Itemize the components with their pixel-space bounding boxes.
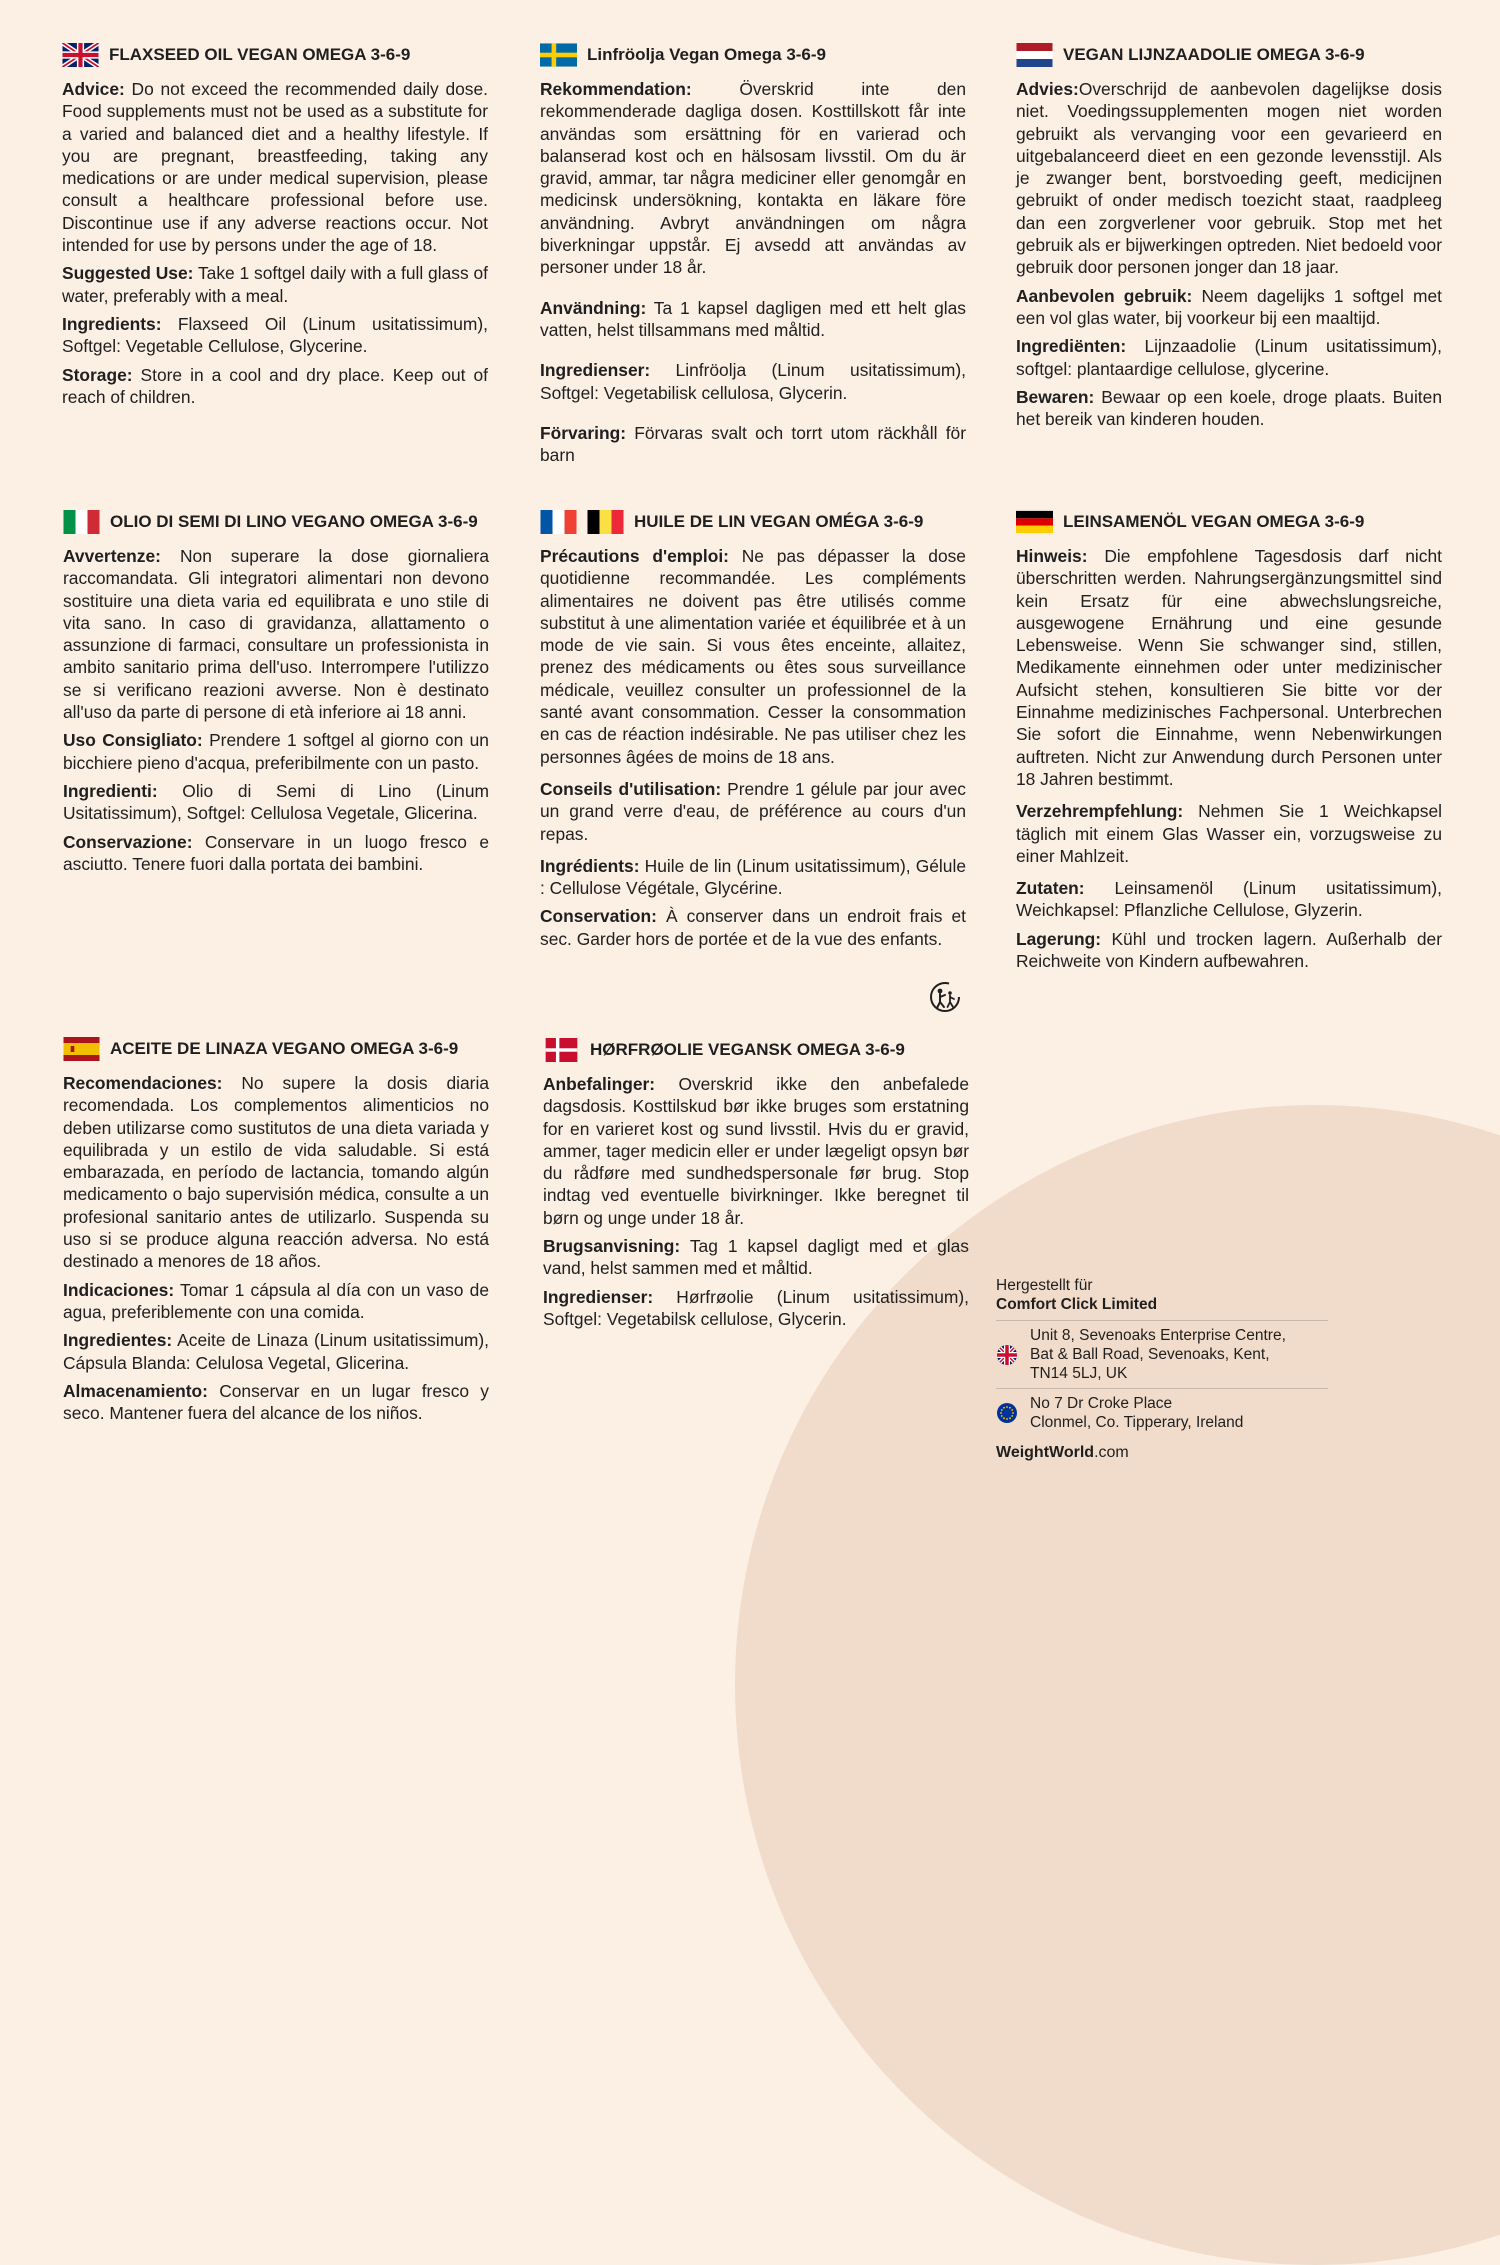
address-line: Bat & Ball Road, Sevenoaks, Kent, [1030,1346,1270,1363]
storage-label: Almacenamiento: [63,1380,208,1401]
section-dutch [1016,42,1442,436]
ingredients-label: Ingredientes: [63,1330,173,1351]
storage-paragraph [540,422,966,467]
section-heading [1016,509,1442,535]
use-label: Conseils d'utilisation: [540,778,722,799]
advice-label: Rekommendation: [540,79,692,99]
advice-label: Hinweis: [1016,546,1088,566]
storage-text: Bewaar op een koele, droge plaats. Buiten het bereik van kinderen houden. [1016,386,1442,430]
storage-label: Förvaring: [540,422,626,443]
storage-label: Lagerung: [1016,928,1102,949]
section-spanish [63,1036,489,1430]
use-paragraph [63,1279,489,1324]
storage-label: Conservazione: [63,831,193,852]
section-title: VEGAN LIJNZAADOLIE OMEGA 3-6-9 [1063,45,1365,64]
use-label: Suggested Use: [62,263,194,284]
ingredients-paragraph [62,313,488,358]
ingredients-text: Linfröolja (Linum usitatissimum), Softgel: Vegetabilisk cellulosa, Glycerin. [540,360,966,403]
storage-text: Conservar en un lugar fresco y seco. Mantener fuera del alcance de los niños. [63,1380,489,1424]
storage-text: À conserver dans un endroit frais et sec. Garder hors de portée et de la vue des enfants. [540,906,966,949]
ingredients-paragraph [540,359,966,404]
ingredients-text: Flaxseed Oil (Linum usitatissimum), Softgel: Vegetable Cellulose, Glycerine. [62,313,488,357]
advice-text: No supere la dosis diaria recomendada. Los complementos alimenticios no deben utilizarse como sustitutos de una dieta variada y equilibrada y un estilo de vida saludable. Si está embarazada, en período de lactancia, tomando algún medicamento o bajo supervisión médica, consulte a un profesional sanitario antes de utilizarlo. Suspenda su uso si se produce alguna reacción adversa. No está destinado a menores de 18 años. [63,1073,489,1272]
section-title: OLIO DI SEMI DI LINO VEGANO OMEGA 3-6-9 [110,512,478,531]
denmark-flag-icon [543,1038,580,1062]
address-line: Unit 8, Sevenoaks Enterprise Centre, [1030,1327,1286,1344]
uk-address [996,1320,1328,1388]
use-paragraph [540,297,966,342]
ingredients-paragraph [1016,335,1442,380]
use-text: Prendere 1 softgel al giorno con un bicchiere pieno d'acqua, preferibilmente con un pasto. [63,730,489,773]
netherlands-flag-icon [1016,43,1053,67]
use-paragraph [63,729,489,774]
ingredients-paragraph [63,1329,489,1374]
use-text: Ta 1 kapsel dagligen med ett helt glas vatten, helst tillsammans med måltid. [540,297,966,340]
italy-flag-icon [63,510,100,534]
section-title: HØRFRØOLIE VEGANSK OMEGA 3-6-9 [590,1040,905,1059]
triman-recycle-icon [928,980,962,1014]
advice-paragraph [63,545,489,723]
uk-flag-icon [996,1344,1018,1366]
section-title: FLAXSEED OIL VEGAN OMEGA 3-6-9 [109,45,411,64]
storage-paragraph [540,905,966,950]
website [996,1443,1328,1462]
storage-text: Store in a cool and dry place. Keep out of reach of children. [62,364,488,407]
section-english [62,42,488,414]
eu-flag-icon [996,1402,1018,1424]
ingredients-label: Ingredienser: [540,360,651,381]
advice-paragraph [1016,545,1442,790]
section-german [1016,509,1442,978]
advice-label: Advice: [62,79,125,99]
manufacturer-block [996,1276,1328,1462]
use-paragraph [543,1235,969,1280]
address-line: Clonmel, Co. Tipperary, Ireland [1030,1414,1244,1431]
sweden-flag-icon [540,43,577,67]
storage-paragraph [62,364,488,409]
use-text: Nehmen Sie 1 Weichkapsel täglich mit einem Glas Wasser ein, vorzugsweise zu einer Mahlzeit. [1016,801,1442,866]
ingredients-text: Hørfrøolie (Linum usitatissimum), Softgel: Vegetabilsk cellulose, Glycerin. [543,1286,969,1329]
advice-paragraph [1016,78,1442,279]
use-label: Verzehrempfehlung: [1016,801,1184,822]
section-title: Linfröolja Vegan Omega 3-6-9 [587,45,827,64]
advice-paragraph [543,1073,969,1229]
storage-text: Conservare in un luogo fresco e asciutto. Tenere fuori dalla portata dei bambini. [63,831,489,874]
advice-paragraph [540,545,966,768]
address-line: TN14 5LJ, UK [1030,1365,1128,1382]
ingredients-label: Ingrediënten: [1016,336,1127,357]
use-label: Aanbevolen gebruik: [1016,285,1193,306]
eu-address [996,1388,1328,1437]
advice-paragraph [540,78,966,279]
section-french [540,509,966,956]
belgium-flag-icon [587,510,624,534]
storage-label: Storage: [62,364,133,385]
ingredients-label: Ingredienser: [543,1286,654,1307]
use-label: Användning: [540,297,647,318]
advice-label: Anbefalinger: [543,1074,656,1094]
advice-paragraph [63,1072,489,1273]
use-paragraph [1016,285,1442,330]
ingredients-text: Aceite de Linaza (Linum usitatissimum), Cápsula Blanda: Celulosa Vegetal, Glicerina. [63,1330,489,1373]
use-paragraph [62,262,488,307]
manufacturer-company: Comfort Click Limited [996,1296,1158,1313]
advice-text: Die empfohlene Tagesdosis darf nicht überschritten werden. Nahrungsergänzungsmittel sind kein Ersatz für eine abwechslungsreiche, ausgewogene Ernährung und eine gesunde Lebensweise. Wenn Sie schwanger sind, stillen, Medikamente einnehmen oder unter medizinischer Aufsicht stehen, konsultieren Sie bitte vor der Einnahme medizinisches Fachpersonal. Unterbrechen Sie sofort die Einnahme, wenn Nebenwirkungen auftreten. Nicht zur Anwendung durch Personen unter 18 Jahren bestimmt. [1016,546,1442,789]
section-italian [63,509,489,881]
germany-flag-icon [1016,510,1053,534]
ingredients-paragraph [63,780,489,825]
ingredients-label: Ingredienti: [63,780,158,801]
section-heading [1016,42,1442,68]
use-text: Neem dagelijks 1 softgel met een vol glas water, bij voorkeur bij een maaltijd. [1016,285,1442,328]
storage-paragraph [63,1380,489,1425]
ingredients-text: Leinsamenöl (Linum usitatissimum), Weichkapsel: Pflanzliche Cellulose, Glyzerin. [1016,878,1442,921]
address-line: No 7 Dr Croke Place [1030,1395,1173,1412]
uk-flag-icon [62,43,99,67]
advice-text: Ne pas dépasser la dose quotidienne recommandée. Les compléments alimentaires ne doivent pas être utilisés comme substitut à une alimentation variée et équilibrée et à un mode de vie sain. Si vous êtes enceinte, allaitez, prenez des médicaments ou êtes sous surveillance médicale, veuillez consulter un professionnel de la santé avant consommation. Cesser la consommation en cas de réaction indésirable. Ne pas utiliser chez les personnes âgées de moins de 18 ans. [540,546,966,767]
section-title: LEINSAMENÖL VEGAN OMEGA 3-6-9 [1063,512,1365,531]
ingredients-text: Huile de lin (Linum usitatissimum), Gélule : Cellulose Végétale, Glycérine. [540,855,966,899]
advice-text: Overschrijd de aanbevolen dagelijkse dosis niet. Voedingssupplementen mogen niet worden gebruikt als vervanging voor een gevarieerd en uitgebalanceerd dieet en een gezonde levensstijl. Als je zwanger bent, borstvoeding geeft, medicijnen gebruikt of onder medisch toezicht staat, raadpleeg dan een zorgverlener voor gebruik. Stop met het gebruik als er bijwerkingen optreden. Niet bedoeld voor gebruik door personen jonger dan 18 jaar. [1016,79,1442,278]
uk-address-lines [1030,1326,1286,1383]
advice-label: Advies: [1016,79,1079,99]
use-text: Prendre 1 gélule par jour avec un grand verre d'eau, de préférence au cours d'un repas. [540,778,966,844]
storage-paragraph [1016,386,1442,431]
advice-text: Non superare la dose giornaliera raccomandata. Gli integratori alimentari non devono sostituire una dieta varia ed equilibrata e uno stile di vita sano. In caso di gravidanza, allattamento o assunzione di farmaci, consultare un professionista in ambito sanitario prima dell'uso. Interrompere l'utilizzo se si verificano reazioni avverse. Non è destinato all'uso da parte di persone di età inferiore ai 18 anni. [63,546,489,723]
advice-label: Recomendaciones: [63,1073,223,1093]
ingredients-text: Olio di Semi di Lino (Linum Usitatissimum), Softgel: Cellulosa Vegetale, Glicerina. [63,780,489,824]
section-heading [63,1036,489,1062]
advice-text: Överskrid inte den rekommenderade dagliga dosen. Kosttillskott får inte användas som ersättning för en varierad och balanserad kost och en hälsosam livsstil. Om du är gravid, ammar, tar några mediciner eller genomgår en medicinsk undersökning, kontakta en läkare före användning. Avbryt användningen om några biverkningar uppstår. Ej avsedd att användas av personer under 18 år. [540,79,966,278]
ingredients-label: Ingredients: [62,313,162,334]
ingredients-text: Lijnzaadolie (Linum usitatissimum), softgel: plantaardige cellulose, glycerine. [1016,336,1442,379]
ingredients-label: Zutaten: [1016,878,1085,899]
france-flag-icon [540,510,577,534]
manufacturer-label: Hergestellt für [996,1277,1093,1294]
section-heading [540,509,966,535]
use-label: Indicaciones: [63,1279,175,1300]
section-heading [543,1037,969,1063]
section-heading [63,509,489,535]
use-text: Tomar 1 cápsula al día con un vaso de agua, preferiblemente con una comida. [63,1279,489,1322]
storage-label: Bewaren: [1016,386,1095,407]
advice-label: Avvertenze: [63,546,161,566]
use-paragraph [540,778,966,845]
storage-paragraph [63,831,489,876]
ingredients-label: Ingrédients: [540,855,640,876]
use-text: Tag 1 kapsel dagligt med et glas vand, helst sammen med et måltid. [543,1236,969,1279]
eu-address-lines [1030,1394,1243,1432]
section-title: HUILE DE LIN VEGAN OMÉGA 3-6-9 [634,512,924,531]
website-brand: WeightWorld [996,1444,1095,1461]
use-label: Brugsanvisning: [543,1236,681,1257]
website-domain: .com [1094,1444,1129,1461]
ingredients-paragraph [540,855,966,900]
section-title: ACEITE DE LINAZA VEGANO OMEGA 3-6-9 [110,1039,459,1058]
section-swedish [540,42,966,472]
use-label: Uso Consigliato: [63,730,203,751]
advice-text: Overskrid ikke den anbefalede dagsdosis. Kosttilskud bør ikke bruges som erstatning for en varieret kost og sund livsstil. Hvis du er gravid, ammer, tager medicin eller er under lægeligt opsyn bør du rådføre med sundhedspersonale før brug. Stop indtag ved eventuelle bivirkninger. Ikke beregnet til børn og unge under 18 år. [543,1074,969,1228]
storage-text: Förvaras svalt och torrt utom räckhåll för barn [540,422,966,466]
advice-paragraph [62,78,488,256]
ingredients-paragraph [543,1286,969,1331]
use-text: Take 1 softgel daily with a full glass of water, preferably with a meal. [62,263,488,306]
storage-paragraph [1016,928,1442,973]
ingredients-paragraph [1016,877,1442,922]
section-danish [543,1037,969,1336]
advice-text: Do not exceed the recommended daily dose. Food supplements must not be used as a substitute for a varied and balanced diet and a healthy lifestyle. If you are pregnant, breastfeeding, taking any medications or are under medical supervision, please consult a healthcare professional before use. Discontinue use if any adverse reactions occur. Not intended for use by persons under the age of 18. [62,79,488,256]
storage-label: Conservation: [540,906,657,927]
storage-text: Kühl und trocken lagern. Außerhalb der Reichweite von Kindern aufbewahren. [1016,928,1442,972]
spain-flag-icon [63,1037,100,1061]
use-paragraph [1016,800,1442,867]
section-heading [540,42,966,68]
advice-label: Précautions d'emploi: [540,546,729,566]
section-heading [62,42,488,68]
